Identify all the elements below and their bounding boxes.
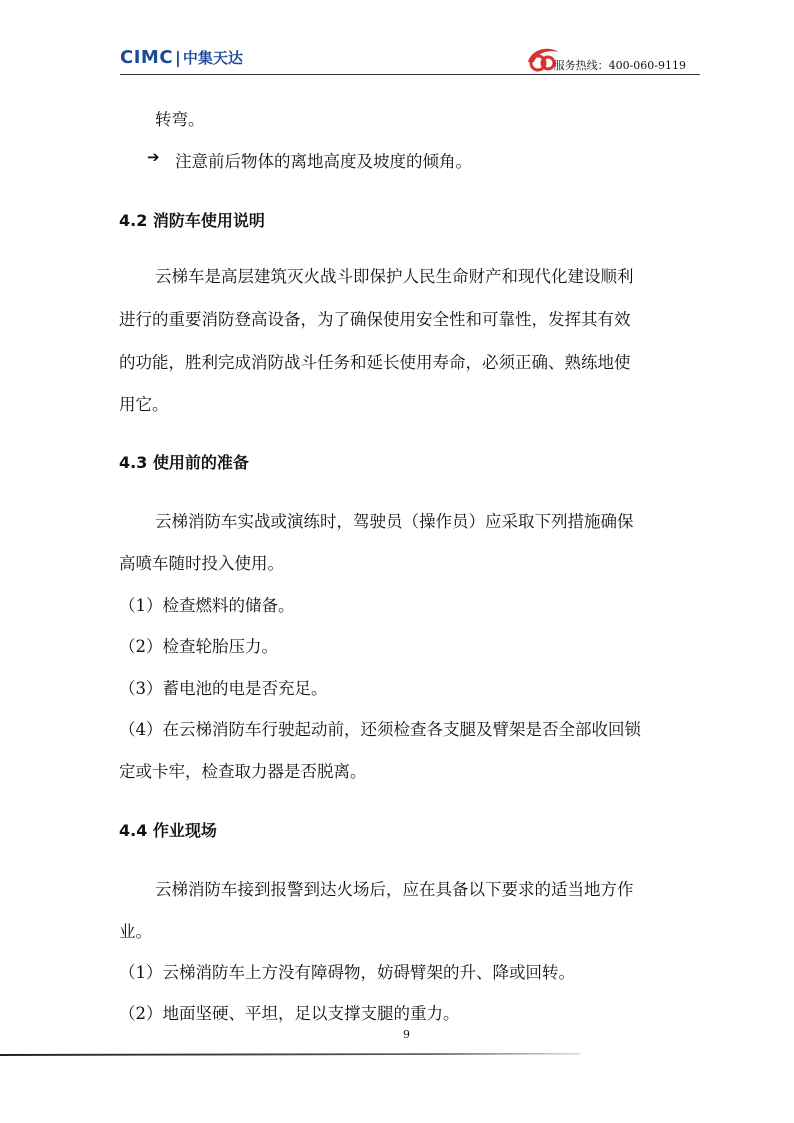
- paragraph-line: 业。: [119, 922, 152, 941]
- paragraph-line: 高喷车随时投入使用。: [119, 554, 284, 573]
- section-heading-4-2: 4.2 消防车使用说明: [119, 211, 265, 230]
- paragraph-line: 云梯消防车接到报警到达火场后，应在具备以下要求的适当地方作: [155, 880, 634, 899]
- arrow-bullet-icon: ➔: [147, 148, 160, 166]
- paragraph-line: 云梯车是高层建筑灭火战斗即保护人民生命财产和现代化建设顺利: [155, 267, 634, 286]
- service-hotline: 服务热线：400-060-9119: [553, 59, 686, 72]
- section-heading-4-3: 4.3 使用前的准备: [119, 453, 249, 472]
- header-divider: [120, 74, 700, 75]
- list-item: （2）地面坚硬、平坦，足以支撑支腿的重力。: [119, 1004, 460, 1023]
- section-heading-4-4: 4.4 作业现场: [119, 821, 217, 840]
- paragraph-line: 用它。: [119, 395, 169, 414]
- paragraph-line: 的功能，胜利完成消防战斗任务和延长使用寿命，必须正确、熟练地使: [119, 353, 631, 372]
- list-item: （4）在云梯消防车行驶起动前，还须检查各支腿及臂架是否全部收回锁: [119, 720, 641, 739]
- page-number: 9: [403, 1028, 410, 1041]
- paragraph-line: 进行的重要消防登高设备，为了确保使用安全性和可靠性，发挥其有效: [119, 310, 631, 329]
- bullet-text: 注意前后物体的离地高度及坡度的倾角。: [175, 152, 472, 171]
- list-item-continuation: 定或卡牢，检查取力器是否脱离。: [119, 762, 367, 781]
- list-item: （2）检查轮胎压力。: [119, 637, 278, 656]
- text-line: 转弯。: [155, 110, 205, 129]
- cimc-logo: CIMC | 中集天达: [120, 47, 243, 68]
- page-header: [120, 40, 700, 76]
- list-item: （1）检查燃料的储备。: [119, 596, 295, 615]
- list-item: （1）云梯消防车上方没有障碍物，妨碍臂架的升、降或回转。: [119, 963, 575, 982]
- list-item: （3）蓄电池的电是否充足。: [119, 679, 328, 698]
- paragraph-line: 云梯消防车实战或演练时，驾驶员（操作员）应采取下列措施确保: [155, 512, 634, 531]
- footer-divider: [0, 1052, 580, 1058]
